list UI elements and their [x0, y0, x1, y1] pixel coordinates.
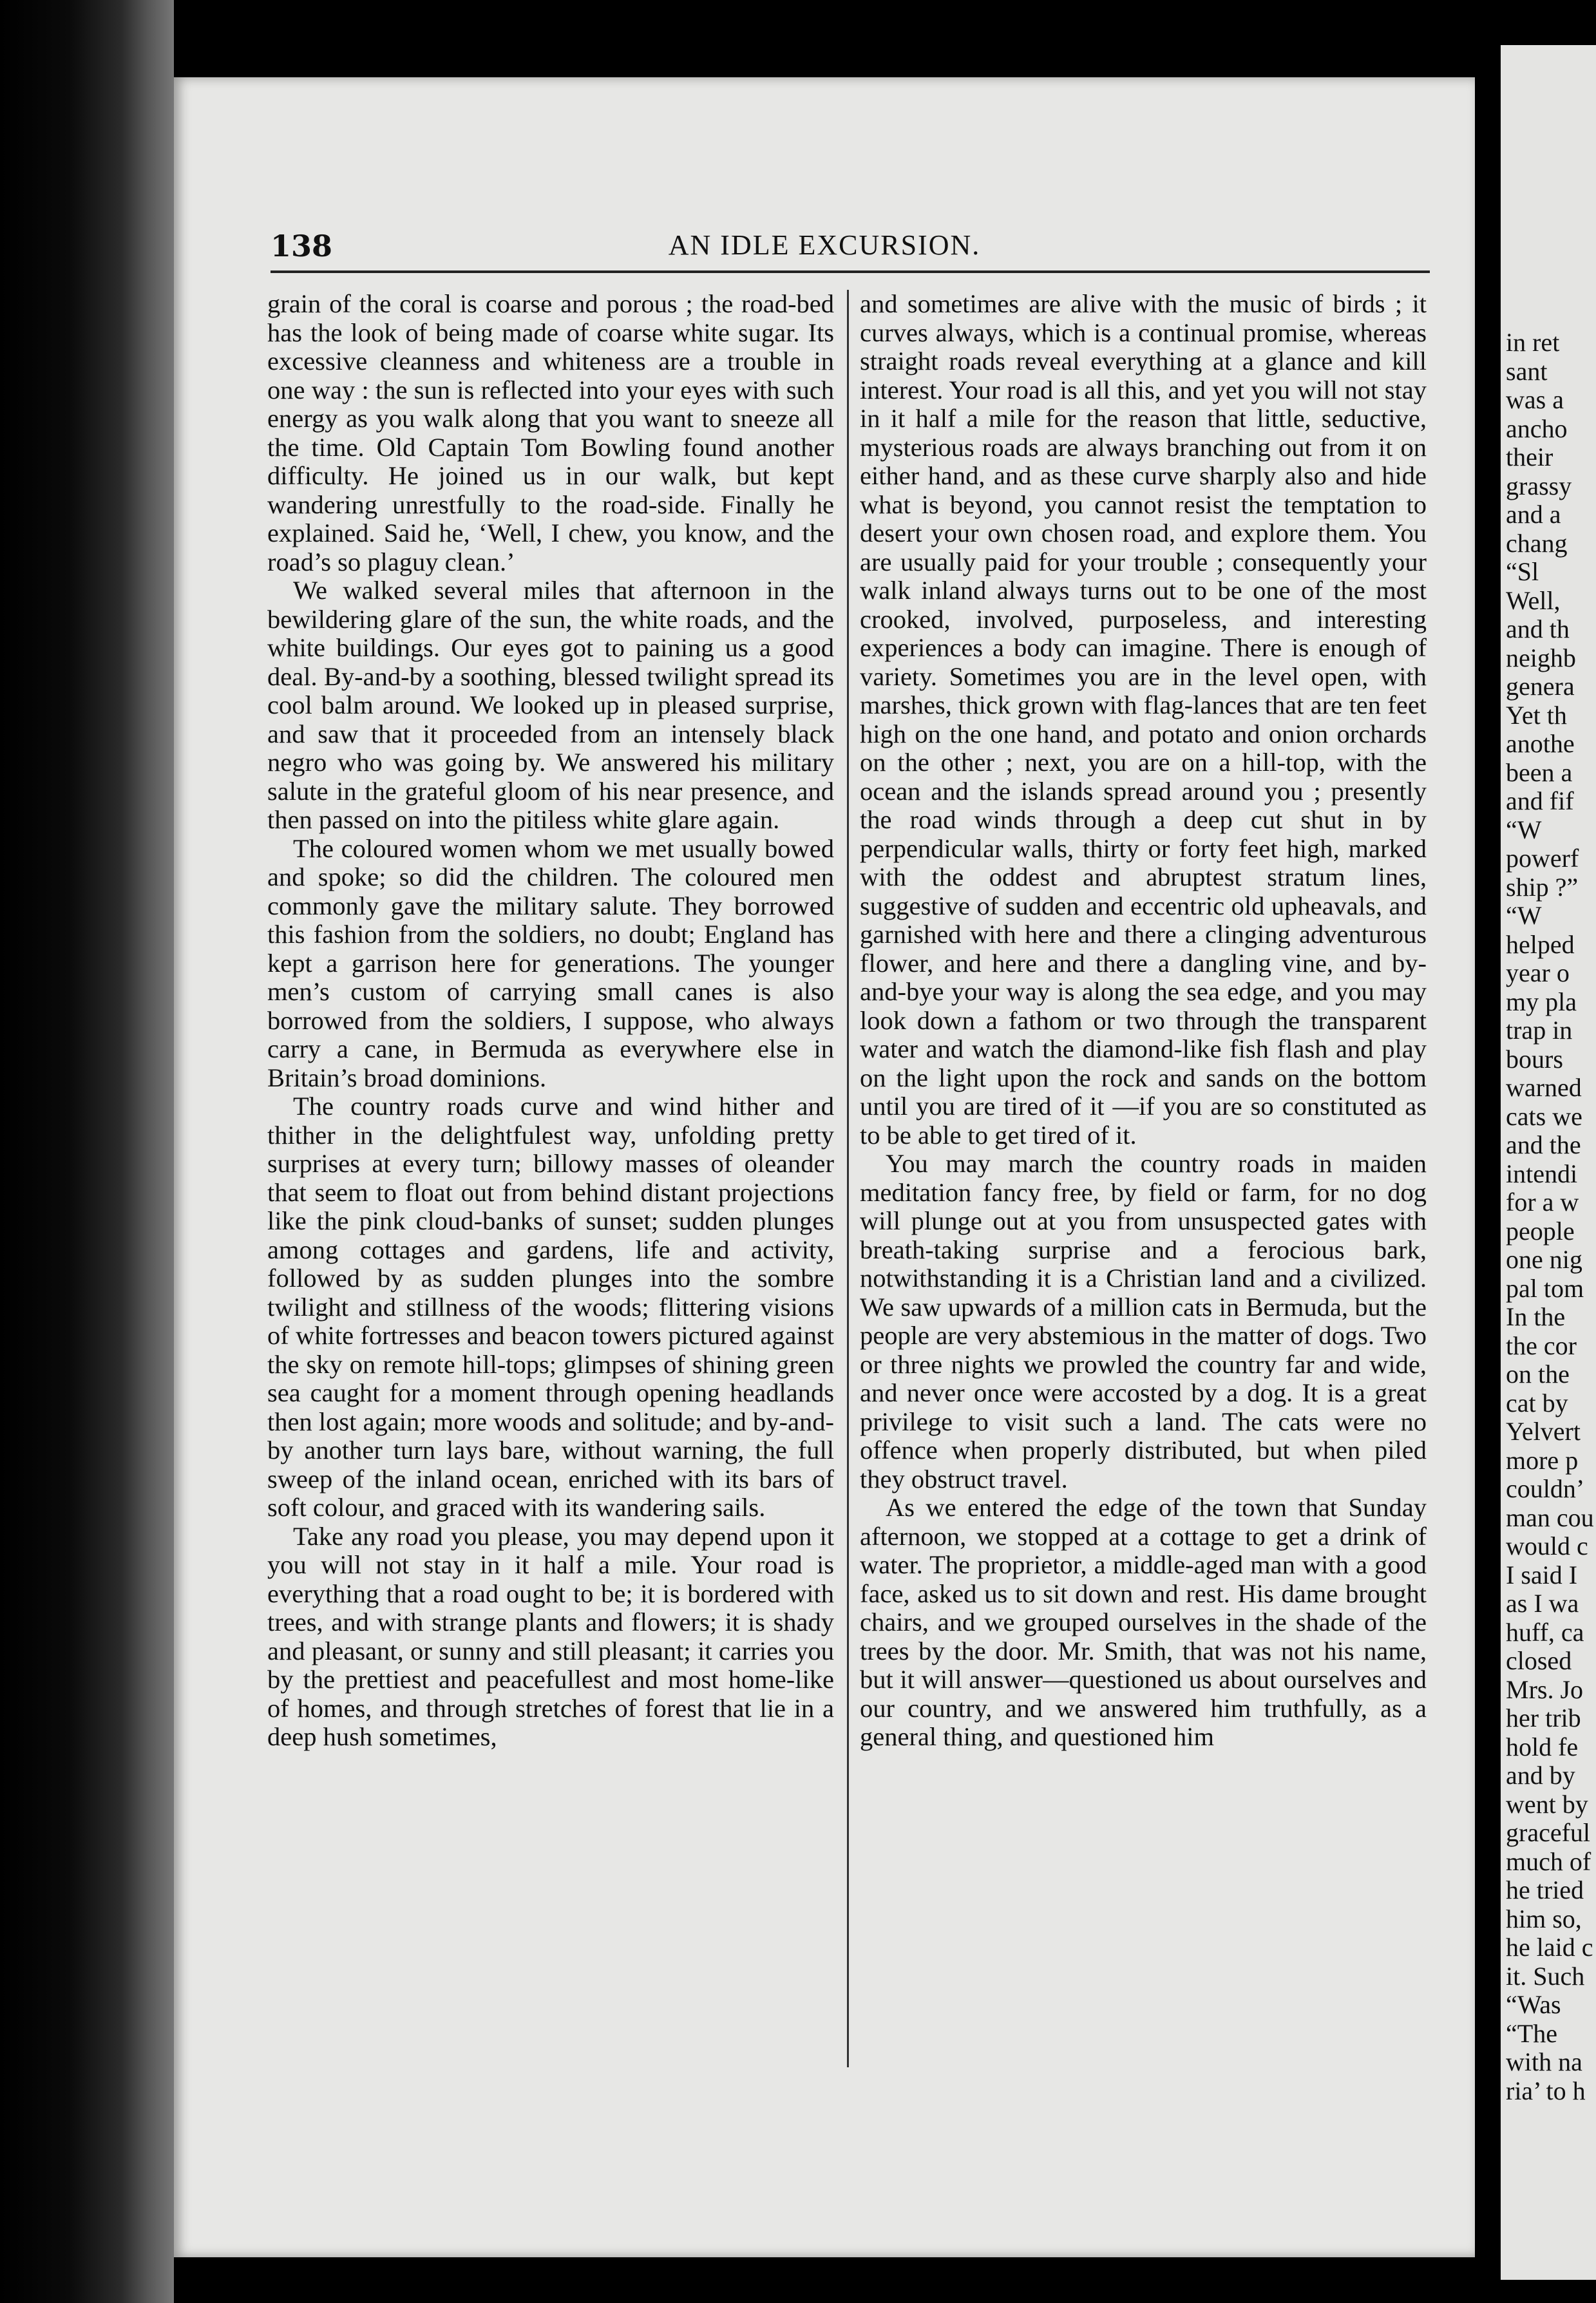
adjacent-page-line: trap in — [1506, 1016, 1573, 1045]
adjacent-page-line: he tried — [1506, 1876, 1584, 1904]
adjacent-page-line: neighb — [1506, 643, 1576, 672]
adjacent-page-line: genera — [1506, 672, 1575, 701]
adjacent-page-line: I said I — [1506, 1560, 1578, 1589]
adjacent-page-line: more p — [1506, 1446, 1579, 1475]
paragraph: The country roads curve and wind hither and thither in the delightfulest way, unfolding pretty surprises at every turn; billowy masses of oleander that seem to float out from behind distant projections like the pink cloud-banks of sunset; sudden plunges among cottages and gardens, life and activity, followed by as sudden plunges into the sombre twilight and stillness of the woods; flittering visions of white fortresses and beacon towers pictured against the sky on remote hill-tops; glimpses of shining green sea caught for a moment through opening headlands then lost again; more woods and solitude; and by-and-by another turn lays bare, without warning, the full sweep of the inland ocean, enriched with its bars of soft colour, and graced with its wandering sails. — [267, 1092, 834, 1522]
adjacent-page-line: ship ?” — [1506, 873, 1579, 902]
page-number: 138 — [271, 229, 333, 263]
adjacent-page-line: went by — [1506, 1790, 1588, 1819]
adjacent-page-line: bours — [1506, 1045, 1563, 1074]
adjacent-page-line: on the — [1506, 1360, 1570, 1388]
adjacent-page-line: Yelvert — [1506, 1417, 1581, 1446]
adjacent-page-line: “Sl — [1506, 558, 1539, 586]
paragraph: Take any road you please, you may depend upon it you will not stay in it half a mile. Your road is everything that a road ought to be; it is bordered with trees, and with strange plants and flowers; it is shady and pleasant, or sunny and still pleasant; it carries you by the prettiest and peacefullest and most home-like of homes, and through stretches of forest that lie in a deep hush sometimes, — [267, 1521, 834, 1751]
adjacent-page-line: closed — [1506, 1647, 1572, 1675]
adjacent-page-line: been a — [1506, 758, 1573, 787]
adjacent-page-line: would c — [1506, 1532, 1588, 1560]
adjacent-page-line: pal tom — [1506, 1274, 1584, 1303]
adjacent-page-line: and fif — [1506, 787, 1574, 815]
header-rule — [271, 270, 1430, 273]
adjacent-page-line: one nig — [1506, 1246, 1582, 1274]
adjacent-page-line: intendi — [1506, 1159, 1578, 1188]
adjacent-page-line: my pla — [1506, 987, 1577, 1016]
adjacent-page-line: in ret — [1506, 328, 1560, 357]
adjacent-page-line: cats we — [1506, 1102, 1582, 1131]
adjacent-page-line: “The — [1506, 2019, 1557, 2048]
adjacent-page-line: anothe — [1506, 730, 1575, 758]
adjacent-page-line: huff, ca — [1506, 1618, 1584, 1647]
paragraph: The coloured women whom we met usually bowed and spoke; so did the children. The coloured men commonly gave the military salute. They borrowed this fashion from the soldiers, no doubt; England has kept a garrison here for generations. The younger men’s custom of carrying small canes is also borrowed from the soldiers, I suppose, who always carry a cane, in Bermuda as everywhere else in Britain’s broad dominions. — [267, 833, 834, 1092]
adjacent-page-line: was a — [1506, 386, 1564, 414]
adjacent-page-line: ria’ to h — [1506, 2076, 1586, 2105]
book-spine — [0, 0, 174, 2303]
adjacent-page-line: Mrs. Jo — [1506, 1675, 1584, 1704]
book-page — [174, 77, 1475, 2257]
adjacent-page-line: warned — [1506, 1074, 1582, 1102]
adjacent-page-line: In the — [1506, 1303, 1566, 1331]
paragraph: As we entered the edge of the town that Sunday afternoon, we stopped at a cottage to get a drink of water. The proprietor, a middle-aged man with a good face, asked us to sit down and rest. His dame brought chairs, and we grouped ourselves in the shade of the trees by the door. Mr. Smith, that was not his name, but it will answer—questioned us about ourselves and our country, and we answered him truthfully, as a general thing, and questioned him — [860, 1493, 1427, 1751]
paragraph: You may march the country roads in maiden meditation fancy free, by field or farm, for no dog will plunge out at you from unsuspected gates with breath-taking surprise and a ferocious bark, notwithstanding it is a Christian land and a civilized. We saw upwards of a million cats in Bermuda, but the people are very abstemious in the matter of dogs. Two or three nights we prowled the country far and wide, and never once were accosted by a dog. It is a great privilege to visit such a land. The cats were no offence when properly distributed, but when piled they obstruct travel. — [860, 1149, 1427, 1493]
adjacent-page-line: powerf — [1506, 844, 1579, 873]
paragraph: and sometimes are alive with the music of birds ; it curves always, which is a continual promise, whereas straight roads reveal everything at a glance and kill interest. Your road is all this, and yet you will not stay in it half a mile for the reason that little, seductive, mysterious roads are always branching out from it on either hand, and as these curve sharply also and hide what is beyond, you cannot resist the temptation to desert your own chosen road, and explore them. You are usually paid for your trouble ; consequently your walk inland always turns out to be one of the most crooked, involved, purposeless, and interesting experiences a body can imagine. There is enough of variety. Sometimes you are in the level open, with marshes, thick grown with flag-lances that are ten feet high on the one hand, and potato and onion orchards on the other ; next, you are on a hill-top, with the ocean and the islands spread around you ; presently the road winds through a deep cut shut in by perpendicular walls, thirty or forty feet high, marked with the oddest and abruptest stratum lines, suggestive of sudden and eccentric old upheavals, and garnished with here and there a clinging adventurous flower, and here and there a dangling vine, and by-and-bye your way is along the sea edge, and you may look down a fathom or two through the transparent water and watch the diamond-like fish flash and play on the light upon the rock and sands on the bottom until you are tired of it —if you are so constituted as to be able to get tired of it. — [860, 289, 1427, 1150]
adjacent-page-line: people — [1506, 1217, 1575, 1246]
paragraph: We walked several miles that afternoon in the bewildering glare of the sun, the white roads, and the white buildings. Our eyes got to paining us a good deal. By-and-by a soothing, blessed twilight spread its cool balm around. We looked up in pleased surprise, and saw that it proceeded from an intensely black negro who was going by. We answered his military salute in the grateful gloom of his near presence, and then passed on into the pitiless white glare again. — [267, 576, 834, 834]
adjacent-page-line: ancho — [1506, 414, 1568, 443]
right-column — [860, 290, 1427, 1752]
adjacent-page-line: chang — [1506, 529, 1568, 558]
adjacent-page-line: him so, — [1506, 1904, 1582, 1933]
adjacent-page-line: the cor — [1506, 1331, 1577, 1360]
adjacent-page-edge — [1501, 45, 1596, 2280]
adjacent-page-line: and the — [1506, 1131, 1581, 1159]
adjacent-page-line: Yet th — [1506, 701, 1567, 730]
adjacent-page-line: he laid c — [1506, 1933, 1593, 1962]
adjacent-page-line: graceful — [1506, 1819, 1591, 1847]
adjacent-page-line: cat by — [1506, 1388, 1568, 1417]
adjacent-page-line: hold fe — [1506, 1732, 1579, 1761]
adjacent-page-line: sant — [1506, 357, 1548, 386]
adjacent-page-text — [1506, 328, 1596, 2105]
adjacent-page-line: it. Such — [1506, 1962, 1585, 1991]
adjacent-page-line: her trib — [1506, 1704, 1581, 1732]
adjacent-page-line: “W — [1506, 815, 1542, 844]
adjacent-page-line: their — [1506, 443, 1553, 471]
adjacent-page-line: for a w — [1506, 1188, 1579, 1217]
adjacent-page-line: “Was — [1506, 1991, 1561, 2019]
column-divider — [847, 290, 849, 2067]
adjacent-page-line: and a — [1506, 500, 1561, 529]
adjacent-page-line: year o — [1506, 959, 1570, 987]
adjacent-page-line: as I wa — [1506, 1589, 1579, 1618]
paragraph: grain of the coral is coarse and porous ; the road-bed has the look of being made of coarse white sugar. Its excessive cleanness and whiteness are a trouble in one way : the sun is reflected into your eyes with such energy as you walk along that you want to sneeze all the time. Old Captain Tom Bowling found another difficulty. He joined us in our walk, but kept wandering unrestfully to the road-side. Finally he explained. Said he, ‘Well, I chew, you know, and the road’s so plaguy clean.’ — [267, 289, 834, 576]
adjacent-page-line: couldn’ — [1506, 1475, 1585, 1503]
adjacent-page-line: much of — [1506, 1847, 1591, 1876]
adjacent-page-line: grassy — [1506, 471, 1572, 500]
adjacent-page-line: and th — [1506, 615, 1570, 643]
adjacent-page-line: with na — [1506, 2048, 1582, 2076]
adjacent-page-line: and by — [1506, 1761, 1575, 1790]
adjacent-page-line: Well, — [1506, 586, 1561, 615]
adjacent-page-line: “W — [1506, 902, 1542, 930]
adjacent-page-line: helped — [1506, 930, 1575, 959]
adjacent-page-line: man cou — [1506, 1503, 1594, 1532]
running-title: AN IDLE EXCURSION. — [668, 229, 981, 261]
left-column — [267, 290, 834, 1752]
